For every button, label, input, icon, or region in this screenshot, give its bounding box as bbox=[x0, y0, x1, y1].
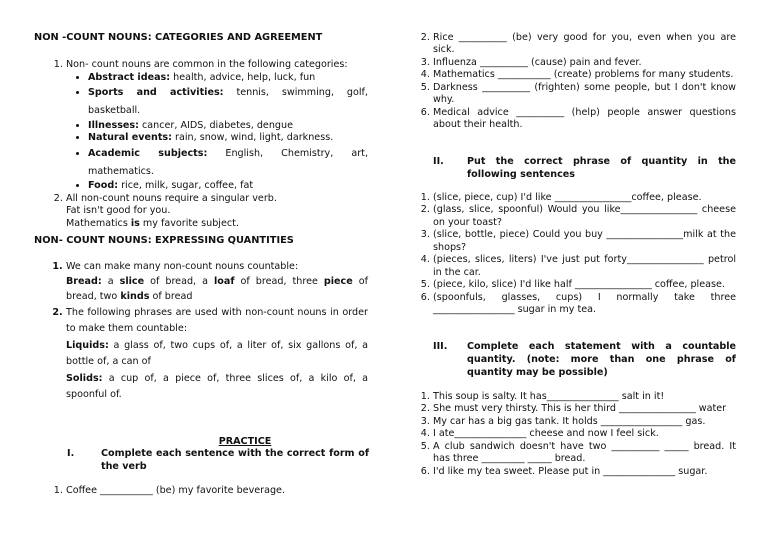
solids-label: Solids: bbox=[66, 372, 103, 384]
section-number: I. bbox=[67, 448, 75, 459]
list-item: 6. Medical advice __________ (help) people answer questions about their health. bbox=[433, 107, 736, 132]
category-text: English, Chemistry, art, mathematics. bbox=[88, 147, 368, 177]
section-1-continued bbox=[416, 32, 736, 132]
list-item: 2. She must very thirsty. This is her third ________________ water bbox=[433, 403, 736, 415]
example-part: a glass of, two cups of, a liter of, six gallons of, a bottle of, a can of bbox=[66, 339, 368, 368]
list-item: 5. A club sandwich doesn't have two __________ _____ bread. It has three _________ _____ bread. bbox=[433, 441, 736, 466]
example-part: of bread bbox=[149, 291, 193, 303]
list-item: 4. (pieces, slices, liters) I've just put forty________________ petrol in the car. bbox=[433, 254, 736, 279]
example-bold: piece bbox=[323, 275, 353, 287]
example-part: a bbox=[101, 275, 120, 287]
example-part: of bread, three bbox=[234, 275, 324, 287]
example-part: of bread, two bbox=[66, 275, 368, 303]
list-item: 1. This soup is salty. It has_______________ salt in it! bbox=[433, 391, 736, 403]
section-1-list-start bbox=[34, 485, 368, 498]
list-item: 3. My car has a big gas tank. It holds _________________ gas. bbox=[433, 416, 736, 428]
example-bold: is bbox=[130, 217, 140, 229]
section-number: III. bbox=[433, 341, 448, 352]
example-part: Mathematics bbox=[66, 217, 131, 229]
item-text: The following phrases are used with non-count nouns in order to make them countable: bbox=[66, 306, 368, 335]
section-2-heading bbox=[433, 156, 736, 182]
section-instruction: Complete each sentence with the correct form of the verb bbox=[101, 448, 369, 472]
section-instruction: Put the correct phrase of quantity in the following sentences bbox=[467, 156, 736, 180]
section-1-list bbox=[416, 32, 736, 132]
list-item: 2. (glass, slice, spoonful) Would you like________________ cheese on your toast? bbox=[433, 204, 736, 229]
section-3-block bbox=[416, 391, 736, 478]
section-1-first-item bbox=[34, 485, 368, 498]
example-text: Fat isn't good for you. bbox=[66, 205, 171, 217]
item-text: Non- count nouns are common in the following categories: bbox=[66, 59, 348, 70]
category-label: Natural events: bbox=[88, 132, 172, 144]
bread-example bbox=[66, 276, 368, 302]
list-item: 1. Coffee ___________ (be) my favorite beverage. bbox=[66, 485, 368, 498]
example-bold: kinds bbox=[120, 291, 150, 303]
category-label: Abstract ideas: bbox=[88, 71, 171, 83]
list-item bbox=[88, 120, 368, 132]
list-item bbox=[66, 59, 368, 193]
list-item: 6. (spoonfuls, glasses, cups) I normally take three _________________ sugar in my tea. bbox=[433, 292, 736, 317]
category-text: rain, snow, wind, light, darkness. bbox=[171, 132, 334, 144]
example-part: my favorite subject. bbox=[139, 217, 239, 229]
list-item: 2. Rice __________ (be) very good for you, even when you are sick. bbox=[433, 32, 736, 57]
list-item: 6. I'd like my tea sweet. Please put in _______________ sugar. bbox=[433, 466, 736, 478]
category-label: Academic subjects: bbox=[88, 147, 208, 159]
example-bold: slice bbox=[119, 275, 145, 287]
item-text: 2. All non-count nouns require a singular verb. bbox=[66, 192, 277, 204]
section-2-list bbox=[416, 192, 736, 317]
list-item bbox=[66, 305, 368, 404]
section-instruction: Complete each statement with a countable quantity. (note: more than one phrase of quantity may be possible) bbox=[467, 341, 736, 378]
list-item bbox=[66, 193, 368, 230]
list-item: 3. (slice, bottle, piece) Could you buy ________________milk at the shops? bbox=[433, 229, 736, 254]
list-item bbox=[66, 261, 368, 305]
practice-title: PRACTICE bbox=[218, 436, 272, 447]
list-item: 1. (slice, piece, cup) I'd like ________________coffee, please. bbox=[433, 192, 736, 204]
solids-example bbox=[66, 373, 368, 401]
item-text: We can make many non-count nouns countable: bbox=[66, 261, 299, 272]
section-2-block bbox=[416, 192, 736, 317]
category-text: cancer, AIDS, diabetes, dengue bbox=[138, 119, 293, 131]
example-text bbox=[66, 218, 368, 230]
section-3-heading bbox=[433, 341, 736, 380]
category-label: Illnesses: bbox=[88, 119, 139, 131]
list-item: 5. (piece, kilo, slice) I'd like half ________________ coffee, please. bbox=[433, 279, 736, 291]
category-label: Food: bbox=[88, 180, 119, 192]
example-part: a cup of, a piece of, three slices of, a kilo of, a spoonful of. bbox=[66, 372, 368, 401]
list-item bbox=[88, 180, 368, 192]
list-item: 4. I ate_______________ cheese and now I feel sick. bbox=[433, 428, 736, 440]
category-label: Sports and activities: bbox=[88, 87, 224, 99]
liquids-label: Liquids: bbox=[66, 339, 109, 351]
bread-label: Bread: bbox=[66, 275, 102, 287]
section-title-categories: NON -COUNT NOUNS: CATEGORIES AND AGREEMENT bbox=[34, 32, 323, 43]
category-text: rice, milk, sugar, coffee, fat bbox=[118, 180, 254, 192]
example-part: of bread, a bbox=[144, 275, 214, 287]
section-1-heading bbox=[67, 448, 369, 474]
section-title-quantities: NON- COUNT NOUNS: EXPRESSING QUANTITIES bbox=[34, 235, 294, 246]
category-text: health, advice, help, luck, fun bbox=[170, 71, 316, 83]
list-item: 4. Mathematics ___________ (create) problems for many students. bbox=[433, 69, 736, 81]
liquids-example bbox=[66, 340, 368, 368]
categories-block bbox=[34, 59, 368, 230]
categories-list bbox=[34, 59, 368, 230]
section-3-list bbox=[416, 391, 736, 478]
list-item: 5. Darkness __________ (frighten) some people, but I don't know why. bbox=[433, 82, 736, 107]
list-item bbox=[88, 132, 368, 144]
category-bullets bbox=[66, 72, 368, 193]
list-item bbox=[88, 84, 368, 119]
quantities-block bbox=[34, 261, 368, 404]
section-number: II. bbox=[433, 156, 444, 167]
list-item bbox=[88, 72, 368, 84]
example-bold: loaf bbox=[213, 275, 235, 287]
list-item: 3. Influenza __________ (cause) pain and fever. bbox=[433, 57, 736, 69]
list-item bbox=[88, 145, 368, 180]
quantities-list bbox=[34, 261, 368, 404]
category-text: tennis, swimming, golf, basketball. bbox=[88, 87, 368, 117]
